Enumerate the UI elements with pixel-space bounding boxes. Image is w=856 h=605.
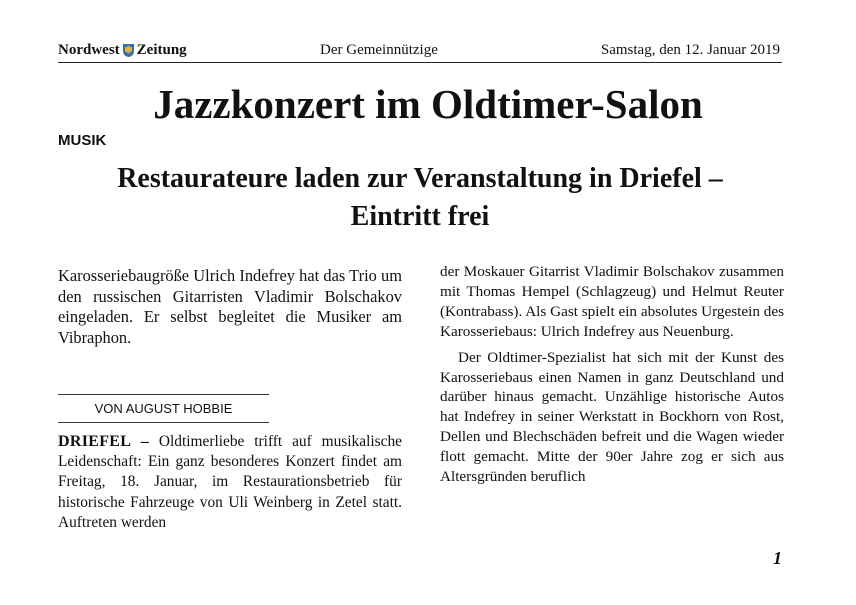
- body-paragraph: [58, 432, 402, 533]
- dateline: DRIEFEL –: [58, 433, 149, 450]
- byline: VON AUGUST HOBBIE: [58, 394, 269, 423]
- page-number: 1: [773, 548, 782, 568]
- subheadline: Restaurateure laden zur Veranstaltung in Driefel – Eintritt frei: [117, 163, 723, 232]
- section-rubric: MUSIK: [58, 132, 107, 149]
- brand-name-left: Nordwest: [58, 42, 120, 58]
- newspaper-brand: [58, 42, 187, 59]
- headline: Jazzkonzert im Oldtimer-Salon: [153, 81, 703, 127]
- body-column-right: [440, 262, 784, 487]
- issue-date: Samstag, den 12. Januar 2019: [600, 42, 780, 58]
- crest-icon: [123, 44, 134, 57]
- masthead: [58, 40, 782, 63]
- body-paragraph-right-1: der Moskauer Gitarrist Vladimir Bolschakov zusammen mit Thomas Hempel (Schlagzeug) und Helmut Reuter (Kontrabass). Als Gast spielt ein absolutes Urgestein des Karosseriebaus: Ulrich Indefrey aus Neuenburg.: [440, 263, 784, 340]
- teaser-text: Karosseriebaugröße Ulrich Indefrey hat das Trio um den russischen Gitarristen Vladimir Bolschakov eingeladen. Er selbst begleitet die Musiker am Vibraphon.: [58, 266, 402, 347]
- body-paragraph-right-2: Der Oldtimer-Spezialist hat sich mit der Kunst des Karosseriebaus einen Namen in ganz Deutschland und darüber hinaus gemacht. Unzählige historische Autos hat Indefrey in seiner Werkstatt in Bockhorn von Rost, Dellen und Blechschäden befreit und die Wagen wieder flott gemacht. Mitte der 90er Jahre zog er sich aus Altersgründen beruflich: [440, 348, 784, 486]
- brand-name-right: Zeitung: [136, 42, 187, 58]
- body-column-left: [58, 432, 402, 533]
- edition-name: Der Gemeinnützige: [320, 42, 438, 58]
- body-text-left: Oldtimerliebe trifft auf musikalische Leidenschaft: Ein ganz besonderes Konzert findet am Freitag, 18. Januar, im Restaurationsbetrieb für historische Fahrzeuge von Uli Weinberg in Zetel statt. Auftreten werden: [58, 433, 402, 531]
- teaser-paragraph: [58, 266, 402, 348]
